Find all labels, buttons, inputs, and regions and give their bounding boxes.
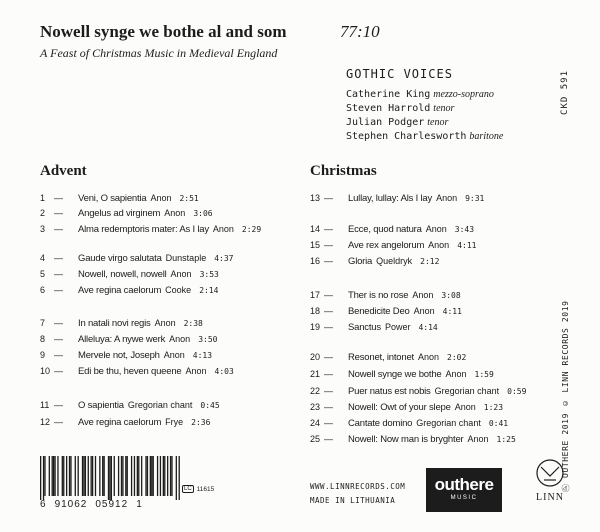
track-number: 5	[40, 269, 46, 279]
track-duration: 3:43	[454, 225, 475, 234]
track-number: 6	[40, 285, 46, 295]
track-number: 3	[40, 224, 46, 234]
track-composer: Dunstaple	[165, 253, 207, 263]
track-number: 21	[310, 369, 321, 379]
outhere-logo	[426, 468, 502, 512]
catalog-number: CKD 591	[560, 70, 570, 115]
copyright-notice: Ⓟ OUTHERE 2019 © LINN RECORDS 2019	[561, 300, 570, 492]
track-duration: 4:11	[442, 307, 462, 316]
track-dash: —	[324, 240, 333, 250]
track-row	[310, 306, 462, 320]
barcode-bar	[160, 456, 161, 496]
track-dash: —	[54, 334, 63, 344]
barcode-bar	[43, 456, 44, 500]
track-title: Alma redemptoris mater: As I lay	[78, 224, 209, 235]
track-dash: —	[54, 269, 63, 279]
track-dash: —	[324, 256, 333, 266]
track-title: Resonet, intonet	[348, 352, 414, 363]
barcode-bar	[118, 456, 119, 496]
barcode	[40, 456, 180, 500]
track-title: Nowell: Owt of your slepe	[348, 402, 451, 413]
label-code-number: 11615	[196, 485, 215, 493]
barcode-bar	[82, 456, 83, 496]
track-dash: —	[54, 400, 63, 410]
barcode-bar	[167, 456, 168, 496]
barcode-bar	[131, 456, 132, 496]
barcode-bar	[127, 456, 128, 496]
track-row	[310, 224, 474, 238]
track-composer: Power	[384, 322, 411, 332]
barcode-bar	[170, 456, 171, 496]
track-number: 15	[310, 240, 321, 250]
barcode-bar	[83, 456, 84, 496]
track-number: 8	[40, 334, 46, 344]
track-dash: —	[324, 418, 333, 428]
barcode-digit-group: 91062	[54, 499, 88, 510]
track-duration: 4:11	[457, 241, 477, 250]
album-subtitle: A Feast of Christmas Music in Medieval England	[40, 46, 278, 60]
track-duration: 1:59	[474, 370, 494, 379]
track-dash: —	[324, 402, 333, 412]
website-block	[310, 480, 405, 508]
track-dash: —	[324, 224, 333, 234]
track-number: 16	[310, 256, 321, 266]
track-composer: Anon	[169, 334, 191, 344]
barcode-bar	[52, 456, 53, 496]
track-composer: Anon	[212, 224, 234, 234]
track-row	[40, 350, 212, 364]
track-dash: —	[54, 366, 63, 376]
barcode-bar	[62, 456, 63, 496]
track-number: 20	[310, 352, 321, 362]
track-composer: Anon	[185, 366, 207, 376]
linn-logo	[528, 458, 572, 503]
linn-logo-word: LINN	[536, 492, 564, 503]
barcode-bar	[114, 456, 115, 496]
track-title: Ave rex angelorum	[348, 240, 425, 251]
barcode-bar	[91, 456, 92, 496]
track-dash: —	[54, 253, 63, 263]
track-duration: 4:37	[214, 254, 234, 263]
barcode-bar	[171, 456, 172, 496]
performer-list	[346, 88, 503, 144]
performer: Julian Podger tenor	[346, 117, 449, 128]
barcode-bar	[54, 456, 55, 496]
track-title: Nowell: Now man is bryghter	[348, 434, 464, 445]
barcode-bar	[53, 456, 54, 496]
track-composer: Cooke	[165, 285, 192, 295]
track-row	[40, 193, 199, 207]
christmas-heading: Christmas	[310, 163, 377, 179]
barcode-bar	[150, 456, 151, 496]
track-title: Benedicite Deo	[348, 306, 410, 317]
track-row	[310, 386, 526, 400]
label-code	[182, 485, 214, 493]
track-title: Alleluya: A nywe werk	[78, 334, 166, 345]
barcode-bar	[70, 456, 71, 496]
outhere-logo-sub: MUSIC	[450, 495, 478, 501]
track-dash: —	[324, 322, 333, 332]
barcode-bar	[163, 456, 164, 496]
album-title: Nowell synge we bothe al and som	[40, 22, 287, 41]
track-duration: 3:53	[199, 270, 219, 279]
barcode-bar	[176, 456, 177, 500]
track-title: Sanctus	[348, 322, 381, 333]
track-composer: Frye	[165, 417, 184, 427]
track-title: Ave regina caelorum	[78, 285, 162, 296]
track-composer: Anon	[164, 208, 186, 218]
track-title: O sapientia	[78, 400, 124, 411]
track-title: Puer natus est nobis	[348, 386, 431, 397]
track-title: Lullay, lullay: Als I lay	[348, 193, 433, 204]
track-number: 17	[310, 290, 321, 300]
track-composer: Anon	[445, 369, 467, 379]
track-duration: 0:59	[507, 387, 527, 396]
barcode-bar	[66, 456, 67, 496]
track-row	[40, 269, 219, 283]
track-number: 4	[40, 253, 46, 263]
track-number: 10	[40, 366, 51, 376]
track-composer: Gregorian chant	[127, 400, 193, 410]
track-duration: 1:25	[496, 435, 516, 444]
barcode-bar	[122, 456, 123, 496]
track-row	[40, 285, 218, 299]
track-dash: —	[324, 290, 333, 300]
track-row	[40, 208, 213, 222]
track-title: Gloria	[348, 256, 373, 267]
track-duration: 0:41	[488, 419, 509, 428]
track-row	[310, 290, 461, 304]
linn-emblem-icon	[535, 458, 565, 488]
track-title: Gaude virgo salutata	[78, 253, 162, 264]
track-duration: 3:50	[198, 335, 218, 344]
barcode-bar	[134, 456, 135, 496]
track-title: Edi be thu, heven queene	[78, 366, 182, 377]
made-in: MADE IN LITHUANIA	[310, 496, 396, 505]
track-composer: Anon	[436, 193, 458, 203]
track-dash: —	[324, 369, 333, 379]
track-composer: Anon	[467, 434, 489, 444]
track-duration: 2:12	[420, 257, 440, 266]
track-composer: Anon	[150, 193, 172, 203]
track-number: 12	[40, 417, 51, 427]
track-dash: —	[54, 193, 63, 203]
track-dash: —	[324, 193, 333, 203]
track-composer: Anon	[425, 224, 447, 234]
barcode-bar	[111, 456, 112, 500]
barcode-bar	[104, 456, 105, 496]
track-title: Mervele not, Joseph	[78, 350, 160, 361]
track-composer: Queldryk	[376, 256, 413, 266]
barcode-digit-group: 6	[40, 499, 47, 510]
track-composer: Anon	[454, 402, 476, 412]
track-number: 18	[310, 306, 321, 316]
track-duration: 1:23	[483, 403, 504, 412]
barcode-bar	[125, 456, 126, 496]
track-row	[40, 334, 217, 348]
track-number: 14	[310, 224, 321, 234]
barcode-bar	[95, 456, 96, 496]
track-row	[40, 366, 234, 380]
barcode-bar	[147, 456, 148, 496]
barcode-bar	[49, 456, 50, 496]
track-row	[310, 256, 439, 270]
track-row	[40, 400, 220, 414]
barcode-bar	[88, 456, 89, 496]
track-title: Veni, O sapientia	[78, 193, 147, 204]
track-number: 23	[310, 402, 321, 412]
barcode-digits	[40, 499, 200, 510]
track-number: 25	[310, 434, 321, 444]
track-number: 24	[310, 418, 321, 428]
barcode-bar	[69, 456, 70, 496]
track-row	[310, 434, 516, 448]
track-number: 1	[40, 193, 46, 203]
advent-heading: Advent	[40, 163, 87, 179]
track-composer: Anon	[413, 306, 435, 316]
barcode-bar	[141, 456, 142, 496]
barcode-bar	[75, 456, 76, 496]
track-number: 2	[40, 208, 46, 218]
track-duration: 2:51	[179, 194, 199, 203]
track-row	[40, 417, 210, 431]
track-row	[310, 193, 484, 207]
barcode-bar	[164, 456, 165, 496]
track-title: Ecce, quod natura	[348, 224, 422, 235]
track-composer: Anon	[163, 350, 185, 360]
barcode-bar	[138, 456, 139, 496]
track-dash: —	[54, 417, 63, 427]
track-duration: 2:36	[191, 418, 211, 427]
track-composer: Gregorian chant	[434, 386, 500, 396]
track-row	[310, 369, 494, 383]
track-title: Angelus ad virginem	[78, 208, 161, 219]
total-duration: 77:10	[340, 22, 380, 41]
track-composer: Anon	[418, 352, 440, 362]
track-row	[310, 322, 438, 336]
barcode-bar	[145, 456, 146, 496]
track-composer: Anon	[412, 290, 434, 300]
barcode-bar	[92, 456, 93, 496]
website-url: WWW.LINNRECORDS.COM	[310, 482, 406, 491]
track-composer: Anon	[154, 318, 176, 328]
track-duration: 4:13	[192, 351, 213, 360]
barcode-bar	[63, 456, 64, 496]
barcode-bar	[157, 456, 158, 496]
label-code-mark: LC	[184, 486, 192, 492]
barcode-bar	[137, 456, 138, 496]
track-number: 22	[310, 386, 321, 396]
track-row	[310, 418, 508, 432]
track-duration: 4:14	[418, 323, 438, 332]
barcode-bar	[78, 456, 79, 496]
track-title: In natali novi regis	[78, 318, 151, 329]
barcode-digit-group: 05912	[95, 499, 129, 510]
track-duration: 2:29	[241, 225, 262, 234]
barcode-bar	[40, 456, 41, 500]
barcode-bar	[179, 456, 180, 500]
track-duration: 2:14	[199, 286, 219, 295]
barcode-bar	[121, 456, 122, 496]
barcode-bar	[85, 456, 86, 496]
barcode-bar	[108, 456, 109, 500]
outhere-logo-word: outhere	[434, 475, 494, 494]
track-title: Cantate domino	[348, 418, 413, 429]
track-row	[310, 240, 476, 254]
track-number: 19	[310, 322, 321, 332]
barcode-bar	[99, 456, 100, 496]
barcode-bar	[44, 456, 45, 496]
track-row	[310, 402, 503, 416]
track-title: Ave regina caelorum	[78, 417, 162, 428]
track-dash: —	[324, 352, 333, 362]
ensemble-name: GOTHIC VOICES	[346, 67, 453, 81]
track-number: 13	[310, 193, 321, 203]
track-duration: 4:03	[214, 367, 234, 376]
track-duration: 2:02	[447, 353, 467, 362]
track-number: 7	[40, 318, 46, 328]
performer: Stephen Charlesworth baritone	[346, 131, 504, 142]
track-row	[310, 352, 466, 366]
track-title: Ther is no rose	[348, 290, 409, 301]
track-dash: —	[324, 306, 333, 316]
track-duration: 2:38	[183, 319, 203, 328]
barcode-bar	[151, 456, 152, 496]
track-title: Nowell synge we bothe	[348, 369, 442, 380]
track-dash: —	[54, 208, 63, 218]
track-duration: 9:31	[465, 194, 485, 203]
barcode-bar	[102, 456, 103, 496]
track-title: Nowell, nowell, nowell	[78, 269, 167, 280]
track-duration: 3:08	[441, 291, 461, 300]
barcode-bar	[57, 456, 58, 496]
track-row	[40, 224, 261, 238]
barcode-digit-group: 1	[136, 499, 143, 510]
barcode-bar	[109, 456, 110, 500]
track-duration: 0:45	[200, 401, 220, 410]
track-composer: Gregorian chant	[416, 418, 481, 428]
track-dash: —	[54, 318, 63, 328]
track-duration: 3:06	[193, 209, 213, 218]
track-composer: Anon	[170, 269, 192, 279]
performer: Steven Harrold tenor	[346, 103, 455, 114]
track-row	[40, 318, 203, 332]
track-number: 9	[40, 350, 46, 360]
track-dash: —	[54, 285, 63, 295]
track-number: 11	[40, 400, 50, 410]
performer: Catherine King mezzo-soprano	[346, 89, 494, 100]
barcode-bar	[153, 456, 154, 496]
track-composer: Anon	[428, 240, 450, 250]
track-dash: —	[54, 350, 63, 360]
track-dash: —	[54, 224, 63, 234]
track-dash: —	[324, 386, 333, 396]
track-row	[40, 253, 233, 267]
track-dash: —	[324, 434, 333, 444]
